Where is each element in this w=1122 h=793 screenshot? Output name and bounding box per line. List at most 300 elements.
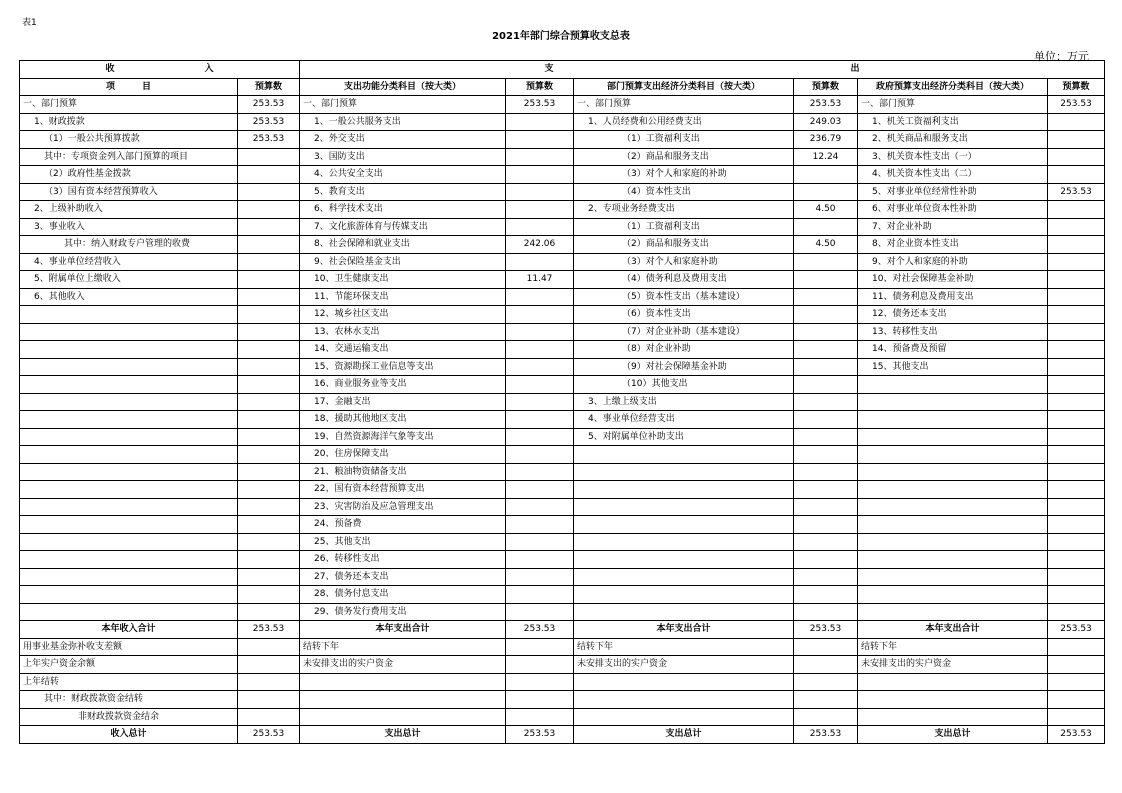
budget-value-cell [238,638,300,656]
budget-value-cell [1048,533,1105,551]
item-cell [574,568,794,586]
table-row [20,463,1105,481]
item-cell [20,533,238,551]
table-row [20,568,1105,586]
budget-value-cell [1048,568,1105,586]
budget-value-cell [238,446,300,464]
table-row [20,691,1105,709]
table-row [20,393,1105,411]
item-cell: （4）债务利息及费用支出 [574,271,794,289]
budget-value-cell [1048,516,1105,534]
budget-value-cell [238,323,300,341]
item-cell: 结转下年 [574,638,794,656]
total-row [20,726,1105,744]
budget-value-cell [506,341,574,359]
item-cell [574,551,794,569]
budget-value-cell [238,586,300,604]
budget-value-cell [506,551,574,569]
budget-value-cell [506,603,574,621]
item-cell: 12、城乡社区支出 [300,306,506,324]
item-cell: 20、住房保障支出 [300,446,506,464]
budget-value-cell [1048,463,1105,481]
table-row [20,183,1105,201]
item-cell: （2）商品和服务支出 [574,148,794,166]
item-cell [858,551,1048,569]
item-cell: 其中：专项资金列入部门预算的项目 [20,148,238,166]
budget-value-cell [506,323,574,341]
item-cell: 11、节能环保支出 [300,288,506,306]
budget-value-cell [238,411,300,429]
item-cell: 1、财政拨款 [20,113,238,131]
item-cell: 10、卫生健康支出 [300,271,506,289]
table-row [20,323,1105,341]
item-cell [858,376,1048,394]
table-row [20,411,1105,429]
budget-value-cell [1048,376,1105,394]
budget-value-cell [1048,131,1105,149]
item-cell: （3）对个人和家庭补助 [574,253,794,271]
item-cell [574,463,794,481]
item-cell [20,516,238,534]
item-cell: 28、债务付息支出 [300,586,506,604]
budget-value-cell [506,691,574,709]
budget-value-cell [506,113,574,131]
budget-value-cell [794,638,858,656]
item-cell [20,551,238,569]
budget-value-cell [794,533,858,551]
item-cell [858,481,1048,499]
budget-value-cell [1048,323,1105,341]
budget-value-cell [1048,446,1105,464]
budget-value-cell [506,638,574,656]
item-cell [20,481,238,499]
item-cell [574,446,794,464]
budget-value-cell [506,568,574,586]
item-cell [858,603,1048,621]
item-cell [20,358,238,376]
budget-value-cell [794,481,858,499]
item-cell: 1、一般公共服务支出 [300,113,506,131]
budget-value-cell [506,218,574,236]
budget-value-cell [794,341,858,359]
item-cell [300,708,506,726]
item-cell: 16、商业服务业等支出 [300,376,506,394]
budget-value-cell [238,288,300,306]
budget-value-cell: 253.53 [506,621,574,639]
table-row [20,113,1105,131]
item-cell: （2）商品和服务支出 [574,236,794,254]
budget-value-cell [794,306,858,324]
item-cell [858,393,1048,411]
table-row [20,131,1105,149]
budget-value-cell [238,166,300,184]
budget-value-cell [794,253,858,271]
item-cell: （6）资本性支出 [574,306,794,324]
budget-value-cell [238,393,300,411]
table-row [20,253,1105,271]
table-row [20,218,1105,236]
item-cell: 1、人员经费和公用经费支出 [574,113,794,131]
item-cell: 3、国防支出 [300,148,506,166]
item-cell [574,481,794,499]
item-cell: 未安排支出的实户资金 [858,656,1048,674]
item-cell [20,603,238,621]
budget-header: 预算数 [1048,78,1105,96]
item-cell [300,691,506,709]
item-cell: 未安排支出的实户资金 [300,656,506,674]
item-cell: （5）资本性支出（基本建设） [574,288,794,306]
item-cell [20,586,238,604]
item-cell [858,533,1048,551]
item-cell: 一、部门预算 [20,96,238,114]
item-cell: 29、债务发行费用支出 [300,603,506,621]
budget-value-cell [506,393,574,411]
func-header: 支出功能分类科目（按大类） [300,78,506,96]
budget-value-cell [794,568,858,586]
item-cell [20,463,238,481]
table-row [20,376,1105,394]
table-row [20,586,1105,604]
budget-value-cell [238,306,300,324]
table-row [20,673,1105,691]
item-cell: 12、债务还本支出 [858,306,1048,324]
budget-value-cell [794,376,858,394]
budget-value-cell [794,428,858,446]
budget-value-cell [506,411,574,429]
budget-header: 预算数 [794,78,858,96]
budget-value-cell [506,131,574,149]
budget-value-cell [506,183,574,201]
item-cell: 23、灾害防治及应急管理支出 [300,498,506,516]
item-cell: 未安排支出的实户资金 [574,656,794,674]
item-cell [858,708,1048,726]
budget-value-cell: 253.53 [1048,96,1105,114]
table-row [20,533,1105,551]
page-title: 2021年部门综合预算收支总表 [492,31,630,42]
item-cell: 6、科学技术支出 [300,201,506,219]
budget-value-cell: 11.47 [506,271,574,289]
budget-value-cell [1048,656,1105,674]
budget-value-cell [1048,481,1105,499]
budget-value-cell [1048,306,1105,324]
budget-value-cell [794,183,858,201]
budget-value-cell [1048,201,1105,219]
budget-value-cell [238,673,300,691]
item-cell: 14、预备费及预留 [858,341,1048,359]
budget-value-cell [794,323,858,341]
budget-value-cell [506,148,574,166]
budget-value-cell [238,428,300,446]
item-cell: 4、公共安全支出 [300,166,506,184]
item-cell [20,323,238,341]
budget-value-cell [238,183,300,201]
item-cell: 2、外交支出 [300,131,506,149]
budget-value-cell [506,656,574,674]
budget-value-cell [506,463,574,481]
item-cell [20,341,238,359]
budget-value-cell [506,288,574,306]
item-cell: （8）对企业补助 [574,341,794,359]
item-cell: （3）国有资本经营预算收入 [20,183,238,201]
budget-value-cell: 253.53 [506,96,574,114]
budget-value-cell [238,341,300,359]
item-cell: 本年收入合计 [20,621,238,639]
budget-value-cell: 253.53 [238,96,300,114]
table-row [20,481,1105,499]
item-cell: 一、部门预算 [300,96,506,114]
budget-value-cell: 236.79 [794,131,858,149]
budget-value-cell [238,516,300,534]
item-cell: 非财政拨款资金结余 [20,708,238,726]
item-cell: 19、自然资源海洋气象等支出 [300,428,506,446]
table-row [20,498,1105,516]
item-cell [574,533,794,551]
table-row [20,603,1105,621]
budget-value-cell [1048,288,1105,306]
item-cell: （2）政府性基金拨款 [20,166,238,184]
item-cell: （1）工资福利支出 [574,218,794,236]
budget-value-cell [1048,638,1105,656]
table-number: 表1 [22,18,37,28]
item-cell: 1、机关工资福利支出 [858,113,1048,131]
item-cell: 结转下年 [300,638,506,656]
item-cell: 3、机关资本性支出（一） [858,148,1048,166]
item-cell: 本年支出合计 [574,621,794,639]
budget-value-cell: 253.53 [238,726,300,744]
budget-value-cell [1048,428,1105,446]
budget-value-cell [1048,708,1105,726]
budget-value-cell [1048,253,1105,271]
budget-value-cell: 253.53 [794,726,858,744]
budget-value-cell [238,271,300,289]
table-row [20,236,1105,254]
table-row [20,708,1105,726]
budget-value-cell [506,358,574,376]
table-row [20,96,1105,114]
item-cell: 4、机关资本性支出（二） [858,166,1048,184]
item-cell: 11、债务利息及费用支出 [858,288,1048,306]
budget-value-cell [238,708,300,726]
budget-value-cell [1048,673,1105,691]
budget-value-cell [1048,358,1105,376]
table-row [20,201,1105,219]
budget-value-cell: 242.06 [506,236,574,254]
table-row [20,656,1105,674]
item-cell: 8、对企业资本性支出 [858,236,1048,254]
budget-value-cell [794,271,858,289]
item-cell: 13、农林水支出 [300,323,506,341]
budget-value-cell [794,551,858,569]
item-cell [858,463,1048,481]
item-cell: 支出总计 [300,726,506,744]
table-row [20,358,1105,376]
table-row [20,638,1105,656]
item-cell: 18、援助其他地区支出 [300,411,506,429]
item-cell [574,586,794,604]
budget-value-cell [238,533,300,551]
budget-value-cell [794,288,858,306]
budget-value-cell [506,708,574,726]
item-cell: 其中：财政拨款资金结转 [20,691,238,709]
item-cell: 5、教育支出 [300,183,506,201]
budget-value-cell [506,201,574,219]
item-cell: 上年实户资金余额 [20,656,238,674]
item-cell: 上年结转 [20,673,238,691]
item-cell: 5、对附属单位补助支出 [574,428,794,446]
table-row [20,551,1105,569]
budget-value-cell [238,481,300,499]
item-cell: 4、事业单位经营收入 [20,253,238,271]
item-cell: 本年支出合计 [300,621,506,639]
budget-value-cell [794,673,858,691]
budget-value-cell [794,446,858,464]
item-cell: 4、事业单位经营支出 [574,411,794,429]
item-cell: 6、对事业单位资本性补助 [858,201,1048,219]
item-cell: （1）一般公共预算拨款 [20,131,238,149]
budget-value-cell [794,498,858,516]
item-cell [20,306,238,324]
budget-value-cell: 253.53 [1048,183,1105,201]
item-cell [574,691,794,709]
item-cell: 6、其他收入 [20,288,238,306]
budget-value-cell: 4.50 [794,236,858,254]
budget-value-cell: 249.03 [794,113,858,131]
budget-header: 预算数 [238,78,300,96]
budget-value-cell [238,218,300,236]
item-cell [20,446,238,464]
budget-value-cell [506,306,574,324]
budget-value-cell [794,691,858,709]
header-row-2 [20,78,1105,96]
budget-value-cell [238,568,300,586]
budget-value-cell [506,498,574,516]
budget-value-cell [238,148,300,166]
budget-value-cell [238,691,300,709]
budget-header: 预算数 [506,78,574,96]
gov-econ-header: 政府预算支出经济分类科目（按大类） [858,78,1048,96]
item-cell: 25、其他支出 [300,533,506,551]
budget-value-cell [506,673,574,691]
budget-value-cell: 4.50 [794,201,858,219]
budget-value-cell [238,358,300,376]
budget-value-cell: 253.53 [794,621,858,639]
budget-value-cell [794,218,858,236]
item-cell [858,673,1048,691]
item-cell: 8、社会保障和就业支出 [300,236,506,254]
budget-value-cell [506,481,574,499]
budget-value-cell [1048,236,1105,254]
budget-value-cell [506,586,574,604]
budget-value-cell [1048,603,1105,621]
item-cell: 9、对个人和家庭的补助 [858,253,1048,271]
budget-value-cell [238,463,300,481]
budget-value-cell [1048,551,1105,569]
item-cell: （9）对社会保障基金补助 [574,358,794,376]
budget-value-cell [794,166,858,184]
budget-value-cell [1048,148,1105,166]
budget-value-cell [506,446,574,464]
budget-value-cell: 12.24 [794,148,858,166]
unit-label: 单位：万元 [1034,50,1089,63]
budget-value-cell [1048,498,1105,516]
item-cell: 3、上缴上级支出 [574,393,794,411]
item-cell: 15、资源勘探工业信息等支出 [300,358,506,376]
budget-value-cell [1048,393,1105,411]
item-cell: 17、金融支出 [300,393,506,411]
item-cell [574,673,794,691]
item-cell: 13、转移性支出 [858,323,1048,341]
item-cell [858,411,1048,429]
item-cell [574,603,794,621]
item-cell [20,411,238,429]
item-cell [20,498,238,516]
budget-value-cell [794,358,858,376]
budget-value-cell: 253.53 [1048,726,1105,744]
item-cell: 21、粮油物资储备支出 [300,463,506,481]
budget-value-cell: 253.53 [506,726,574,744]
item-cell [20,376,238,394]
item-cell [858,586,1048,604]
item-cell: 5、附属单位上缴收入 [20,271,238,289]
budget-value-cell: 253.53 [238,131,300,149]
budget-value-cell [794,603,858,621]
item-cell: 支出总计 [574,726,794,744]
item-cell [20,428,238,446]
table-body [20,96,1105,744]
item-cell [20,568,238,586]
budget-value-cell [238,253,300,271]
budget-value-cell [1048,113,1105,131]
item-cell: （1）工资福利支出 [574,131,794,149]
item-cell: 其中：纳入财政专户管理的收费 [20,236,238,254]
total-row [20,621,1105,639]
dept-econ-header: 部门预算支出经济分类科目（按大类） [574,78,794,96]
budget-value-cell [794,411,858,429]
budget-value-cell [1048,166,1105,184]
item-cell [858,498,1048,516]
budget-value-cell: 253.53 [238,113,300,131]
item-cell: 本年支出合计 [858,621,1048,639]
table-row [20,446,1105,464]
table-row [20,271,1105,289]
table-row [20,148,1105,166]
budget-value-cell [794,516,858,534]
item-cell: 支出总计 [858,726,1048,744]
item-cell: 5、对事业单位经常性补助 [858,183,1048,201]
item-cell: （10）其他支出 [574,376,794,394]
budget-value-cell [794,586,858,604]
budget-value-cell [238,236,300,254]
table-row [20,516,1105,534]
budget-value-cell [506,166,574,184]
item-cell: 7、文化旅游体育与传媒支出 [300,218,506,236]
budget-value-cell [506,428,574,446]
table-row [20,288,1105,306]
budget-value-cell [1048,341,1105,359]
item-cell: （3）对个人和家庭的补助 [574,166,794,184]
budget-value-cell [506,376,574,394]
item-cell: 24、预备费 [300,516,506,534]
budget-value-cell [238,603,300,621]
table-row [20,341,1105,359]
item-cell: 27、债务还本支出 [300,568,506,586]
item-cell [574,708,794,726]
item-cell: 结转下年 [858,638,1048,656]
item-cell: 14、交通运输支出 [300,341,506,359]
item-cell: （4）资本性支出 [574,183,794,201]
budget-value-cell [506,253,574,271]
item-cell: 10、对社会保障基金补助 [858,271,1048,289]
